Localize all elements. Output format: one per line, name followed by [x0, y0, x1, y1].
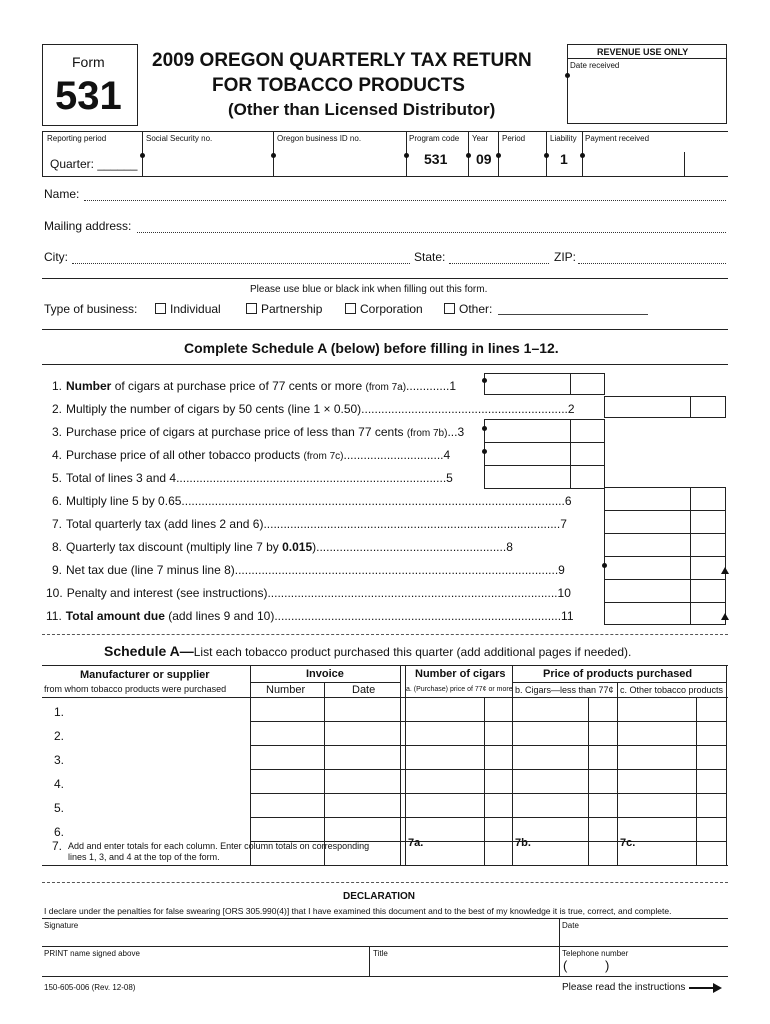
arrow-right-icon [689, 987, 715, 989]
line-ref: 4 [443, 448, 451, 462]
line-text: Quarterly tax discount (multiply line 7 by [66, 540, 283, 554]
line-text: Penalty and interest (see instructions) [66, 586, 268, 600]
line-ref: 7 [560, 517, 567, 531]
line-3-amount[interactable] [484, 419, 605, 489]
date-received-label: Date received [570, 61, 620, 70]
total-7c[interactable]: 7c. [620, 837, 636, 849]
line-number: 8. [52, 540, 63, 554]
line-ref: 2 [567, 402, 575, 416]
line-leader: .............................. [343, 448, 444, 462]
line-number: 10. [46, 586, 63, 600]
line-text-bold: Total amount due [65, 609, 165, 623]
col-date: Date [352, 684, 376, 696]
table-row[interactable] [250, 817, 726, 841]
year-value: 09 [476, 151, 492, 167]
other-input[interactable] [498, 314, 648, 315]
line-number: 11. [46, 609, 62, 623]
line-ref: 8 [506, 540, 513, 554]
line-item-4 [52, 448, 450, 462]
col-cigars: Number of cigars [415, 668, 506, 680]
line-number: 2. [52, 402, 63, 416]
option-individual: Individual [170, 302, 221, 316]
option-other: Other: [459, 302, 493, 316]
line-item-6 [52, 494, 572, 508]
schedule-note: Complete Schedule A (below) before filling in lines 1–12. [184, 340, 559, 356]
line-item-5 [52, 471, 453, 485]
date-label: Date [562, 921, 579, 930]
line-1-amount[interactable] [484, 373, 605, 395]
line-2-amount[interactable] [604, 396, 726, 418]
col-price-c: c. Other tobacco products [620, 685, 724, 695]
liability-label: Liability [550, 134, 577, 143]
line-number: 5. [52, 471, 63, 485]
city-label: City: [44, 250, 68, 264]
oregon-bin-label: Oregon business ID no. [277, 134, 362, 143]
declaration-title: DECLARATION [343, 891, 416, 902]
col-number: Number [266, 684, 306, 696]
total-row-text-1: Add and enter totals for each column. Enter column totals on corresponding [68, 841, 370, 851]
table-row[interactable] [250, 697, 726, 721]
schedule-row-number: 6. [54, 825, 65, 839]
line-ref: 5 [446, 471, 453, 485]
revenue-use-label: REVENUE USE ONLY [597, 47, 689, 57]
form-revision: 150-605-006 (Rev. 12-08) [44, 983, 136, 992]
line-leader: ................................................................................................................... [181, 494, 565, 508]
line-item-10 [46, 586, 571, 600]
print-name-label: PRINT name signed above [44, 949, 140, 958]
state-input[interactable] [449, 263, 549, 264]
liability-value: 1 [560, 151, 568, 167]
line-text: Multiply the number of cigars by 50 cents (line 1 × 0.50) [66, 402, 362, 416]
table-row[interactable] [250, 745, 726, 769]
line-leader: ......................................................................................... [263, 517, 561, 531]
line-number: 1. [52, 379, 63, 393]
line-source: (from 7c) [303, 451, 344, 462]
line-text: of cigars at purchase price of 77 cents or more [111, 379, 366, 393]
line-item-9 [52, 563, 565, 577]
line-number: 7. [52, 517, 63, 531]
name-input[interactable] [84, 200, 726, 201]
option-partnership: Partnership [261, 302, 323, 316]
line-text: Purchase price of cigars at purchase price of less than 77 cents [66, 425, 407, 439]
line-item-1 [52, 379, 456, 393]
line-text: Net tax due (line 7 minus line 8) [66, 563, 235, 577]
line-item-8 [52, 540, 513, 554]
table-row[interactable] [250, 721, 726, 745]
col-price: Price of products purchased [543, 668, 693, 680]
schedule-row-number: 4. [54, 777, 65, 791]
declaration-text: I declare under the penalties for false swearing [ORS 305.990(4)] that I have examined this document and to the best of my knowledge it is true, correct, and complete. [44, 906, 672, 916]
line-item-3 [52, 425, 464, 439]
line-text: Purchase price of all other tobacco products [66, 448, 304, 462]
line-leader: ................................................................................. [176, 471, 447, 485]
line-text: Multiply line 5 by 0.65 [66, 494, 182, 508]
line-number: 4. [52, 448, 63, 462]
line-item-7 [52, 517, 567, 531]
title-label: Title [373, 949, 388, 958]
table-row[interactable] [250, 793, 726, 817]
schedule-a-title: Schedule A— [104, 643, 194, 659]
line-item-2 [52, 402, 575, 416]
line-ref: 3 [457, 425, 465, 439]
checkbox-individual[interactable] [155, 303, 166, 314]
business-type-label: Type of business: [44, 302, 138, 316]
phone-paren-close: ) [605, 958, 610, 973]
total-row-text-2: lines 1, 3, and 4 at the top of the form. [68, 852, 220, 862]
schedule-row-number: 5. [54, 801, 65, 815]
line-ref: 6 [564, 494, 572, 508]
line-source: (from 7a) [365, 382, 407, 393]
payment-received-label: Payment received [585, 134, 650, 143]
arrow-right-head [713, 983, 722, 993]
city-input[interactable] [72, 263, 410, 264]
line-leader: .............................................................. [361, 402, 568, 416]
table-row[interactable] [250, 769, 726, 793]
line-number: 6. [52, 494, 63, 508]
total-7b[interactable]: 7b. [515, 837, 531, 849]
form-word: Form [72, 54, 105, 70]
zip-input[interactable] [578, 263, 726, 264]
line-leader: ......................................................... [316, 540, 507, 554]
mailing-input[interactable] [137, 232, 726, 233]
quarter-field[interactable]: Quarter: ______ [50, 157, 138, 171]
form-title-1: 2009 OREGON QUARTERLY TAX RETURN [152, 50, 532, 71]
line-text: ) [312, 540, 317, 554]
signature-field[interactable] [42, 930, 556, 945]
col-price-b: b. Cigars—less than 77¢ [515, 685, 614, 695]
schedule-a-subtitle: List each tobacco product purchased this quarter (add additional pages if needed). [193, 645, 632, 659]
year-label: Year [472, 134, 489, 143]
name-label: Name: [44, 187, 80, 201]
line-text: (add lines 9 and 10) [164, 609, 275, 623]
col-manufacturer-sub: from whom tobacco products were purchased [44, 684, 227, 694]
arrow-up-icon [721, 567, 729, 574]
checkbox-corporation[interactable] [345, 303, 356, 314]
line-ref: 9 [558, 563, 565, 577]
checkbox-partnership[interactable] [246, 303, 257, 314]
schedule-row-number: 3. [54, 753, 65, 767]
line-leader: ...................................................................................... [274, 609, 562, 623]
col-cigars-sub: a. (Purchase) price of 77¢ or more [406, 686, 513, 693]
col-manufacturer: Manufacturer or supplier [80, 669, 210, 681]
reporting-period-label: Reporting period [47, 134, 107, 143]
schedule-a-heading [104, 643, 631, 661]
line-ref: 11 [561, 609, 574, 623]
line-source: (from 7b) [406, 428, 448, 439]
line-number: 3. [52, 425, 63, 439]
line-ref: 10 [557, 586, 571, 600]
phone-paren-open: ( [563, 958, 568, 973]
form-title-2: FOR TOBACCO PRODUCTS [212, 75, 465, 96]
form-title-3: (Other than Licensed Distributor) [228, 100, 496, 119]
line-number: 9. [52, 563, 63, 577]
option-corporation: Corporation [360, 302, 423, 316]
line-item-11 [46, 609, 574, 623]
total-7a[interactable]: 7a. [408, 837, 424, 849]
zip-label: ZIP: [554, 250, 577, 264]
schedule-row-number: 2. [54, 729, 65, 743]
col-invoice: Invoice [306, 668, 344, 680]
arrow-up-icon [721, 613, 729, 620]
line-text: Total of lines 3 and 4 [66, 471, 177, 485]
line-leader: ....................................................................................... [267, 586, 558, 600]
signature-label: Signature [44, 921, 79, 930]
form-number: 531 [55, 74, 122, 118]
line-text: Total quarterly tax (add lines 2 and 6) [66, 517, 264, 531]
total-row-num: 7. [52, 839, 63, 853]
telephone-label: Telephone number [562, 949, 629, 958]
line-leader: ................................................................................................. [234, 563, 559, 577]
checkbox-other[interactable] [444, 303, 455, 314]
line-text-bold: Number [66, 379, 112, 393]
ink-note: Please use blue or black ink when filling out this form. [250, 284, 488, 295]
line-leader: ............. [406, 379, 450, 393]
line-leader: ... [447, 425, 458, 439]
schedule-row-number: 1. [54, 705, 65, 719]
ssn-label: Social Security no. [146, 134, 213, 143]
line-text-bold: 0.015 [282, 540, 313, 554]
instructions-note: Please read the instructions [562, 982, 686, 993]
program-code-label: Program code [409, 134, 460, 143]
program-code-value: 531 [424, 151, 448, 167]
line-ref: 1 [449, 379, 457, 393]
marker-dot [565, 73, 570, 78]
period-label: Period [502, 134, 526, 143]
mailing-label: Mailing address: [44, 219, 132, 233]
state-label: State: [414, 250, 446, 264]
